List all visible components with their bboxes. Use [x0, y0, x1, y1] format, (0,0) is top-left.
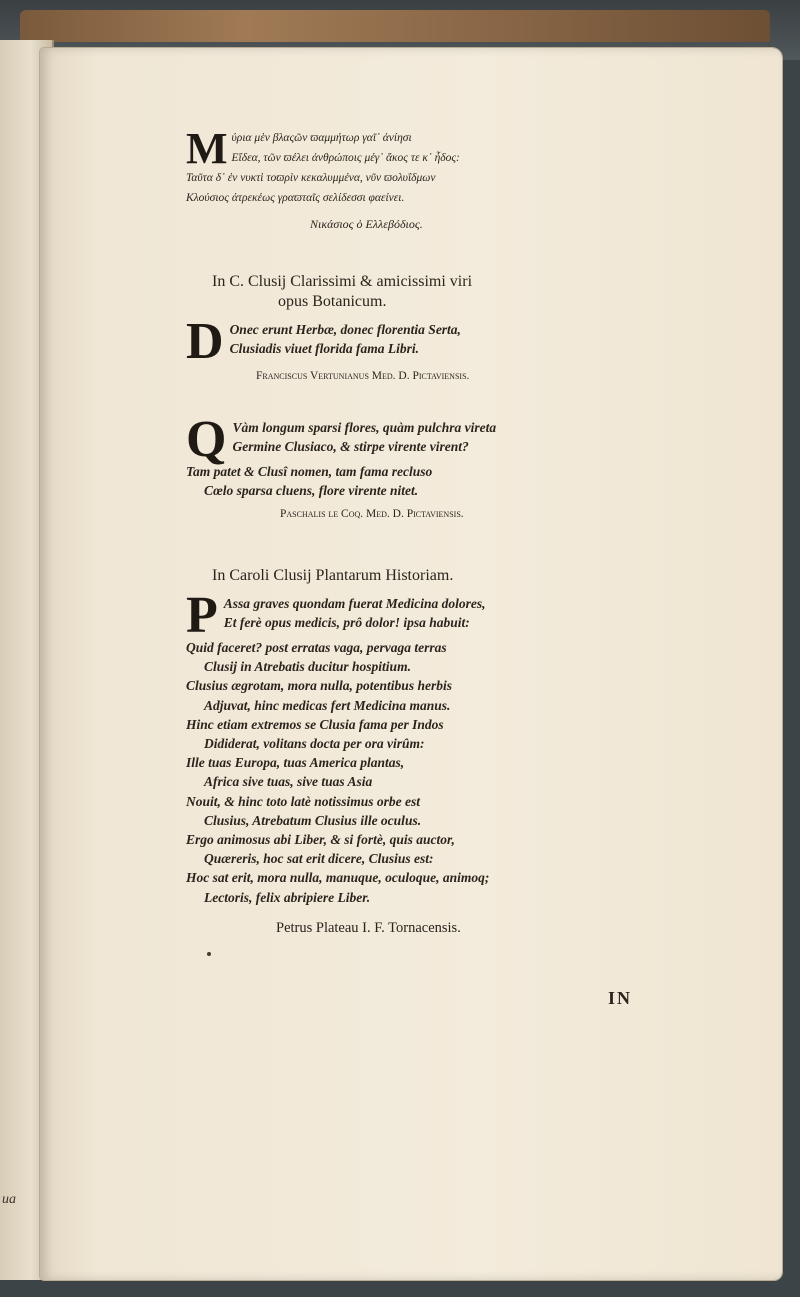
poem3-line: Hoc sat erit, mora nulla, manuque, oculoque, animoq;	[186, 870, 490, 886]
greek-line: Εἴδεα, τῶν ϖέλει ἀνθρώποις μέγ᾽ ἄκος τε κ᾽ ἦδος:	[231, 152, 460, 164]
poem3-drop-cap: P	[186, 587, 218, 644]
poem3-heading: In Caroli Clusij Plantarum Historiam.	[212, 567, 454, 584]
poem3-line: Africa sive tuas, sive tuas Asia	[204, 774, 373, 790]
poem3-line: Clusius, Atrebatum Clusius ille oculus.	[204, 812, 422, 828]
leather-cover-edge	[20, 10, 770, 42]
poem1-signature: Franciscus Vertunianus Med. D. Pictaviensis.	[256, 370, 470, 382]
poem3-line: Dididerat, volitans docta per ora virûm:	[204, 736, 425, 752]
greek-epigram	[186, 124, 516, 208]
poem2-line: Cœlo sparsa cluens, flore virente nitet.	[204, 483, 419, 498]
greek-line: Κλούσιος ἀτρεκέως γραϖταῖς σελίδεσσι φαείνει.	[186, 192, 405, 204]
greek-author: Νικάσιος ὁ Ελλεβόδιος.	[310, 217, 423, 231]
poem3-line: Assa graves quondam fuerat Medicina dolores,	[223, 596, 486, 611]
poem3-line: Nouit, & hinc toto latè notissimus orbe est	[186, 793, 421, 809]
poem2-drop-cap: Q	[186, 411, 227, 468]
poem1-line: Clusiadis viuet florida fama Libri.	[229, 341, 419, 356]
poem2-line: Germine Clusiaco, & stirpe virente virent?	[232, 439, 469, 454]
poem3-line: Clusij in Atrebatis ducitur hospitium.	[204, 659, 411, 675]
poem1-line: Onec erunt Herbæ, donec florentia Serta,	[229, 322, 461, 337]
poem1-heading-line1: In C. Clusij Clarissimi & amicissimi viri	[212, 273, 473, 290]
greek-line: Ταῦτα δ᾽ ἐν νυκτὶ τοϖρὶν κεκαλυμμένα, νῦν ϖολυΐδμων	[186, 172, 436, 184]
ink-speck	[207, 952, 211, 956]
poem3-line: Ille tuas Europa, tuas America plantas,	[186, 755, 405, 771]
poem3-signature: Petrus Plateau I. F. Tornacensis.	[276, 920, 461, 936]
greek-drop-cap: M	[186, 124, 228, 173]
poem1-heading-line2: opus Botanicum.	[278, 293, 387, 310]
poem2-line: Vàm longum sparsi flores, quàm pulchra vireta	[232, 420, 497, 435]
left-page-fragment: ua	[2, 1192, 16, 1207]
poem3-line: Clusius ægrotam, mora nulla, potentibus herbis	[186, 678, 452, 694]
poem1-heading	[212, 272, 512, 312]
poem3-line: Quæreris, hoc sat erit dicere, Clusius est:	[204, 851, 434, 867]
poem3-line: Adjuvat, hinc medicas fert Medicina manus.	[204, 697, 451, 713]
poem3-line: Et ferè opus medicis, prô dolor! ipsa habuit:	[223, 615, 470, 631]
catchword: IN	[608, 988, 633, 1008]
greek-line: ύρια μὲν βλαςῶν ϖαμμήτωρ γαῖ᾽ ἀνίησι	[231, 132, 412, 144]
poem2-signature: Paschalis le Coq. Med. D. Pictaviensis.	[280, 508, 464, 520]
poem3-line: Quid faceret? post erratas vaga, pervaga terras	[186, 640, 447, 655]
poem3-line: Ergo animosus abi Liber, & si fortè, quis auctor,	[186, 832, 455, 848]
poem2-line: Tam patet & Clusî nomen, tam fama recluso	[186, 464, 433, 479]
poem3-line: Lectoris, felix abripiere Liber.	[204, 889, 371, 905]
poem2-verse	[186, 411, 516, 500]
poem1-verse	[186, 313, 506, 370]
poem1-drop-cap: D	[186, 313, 224, 370]
poem3-line: Hinc etiam extremos se Clusia fama per Indos	[186, 716, 444, 732]
poem3-verse	[186, 587, 516, 907]
